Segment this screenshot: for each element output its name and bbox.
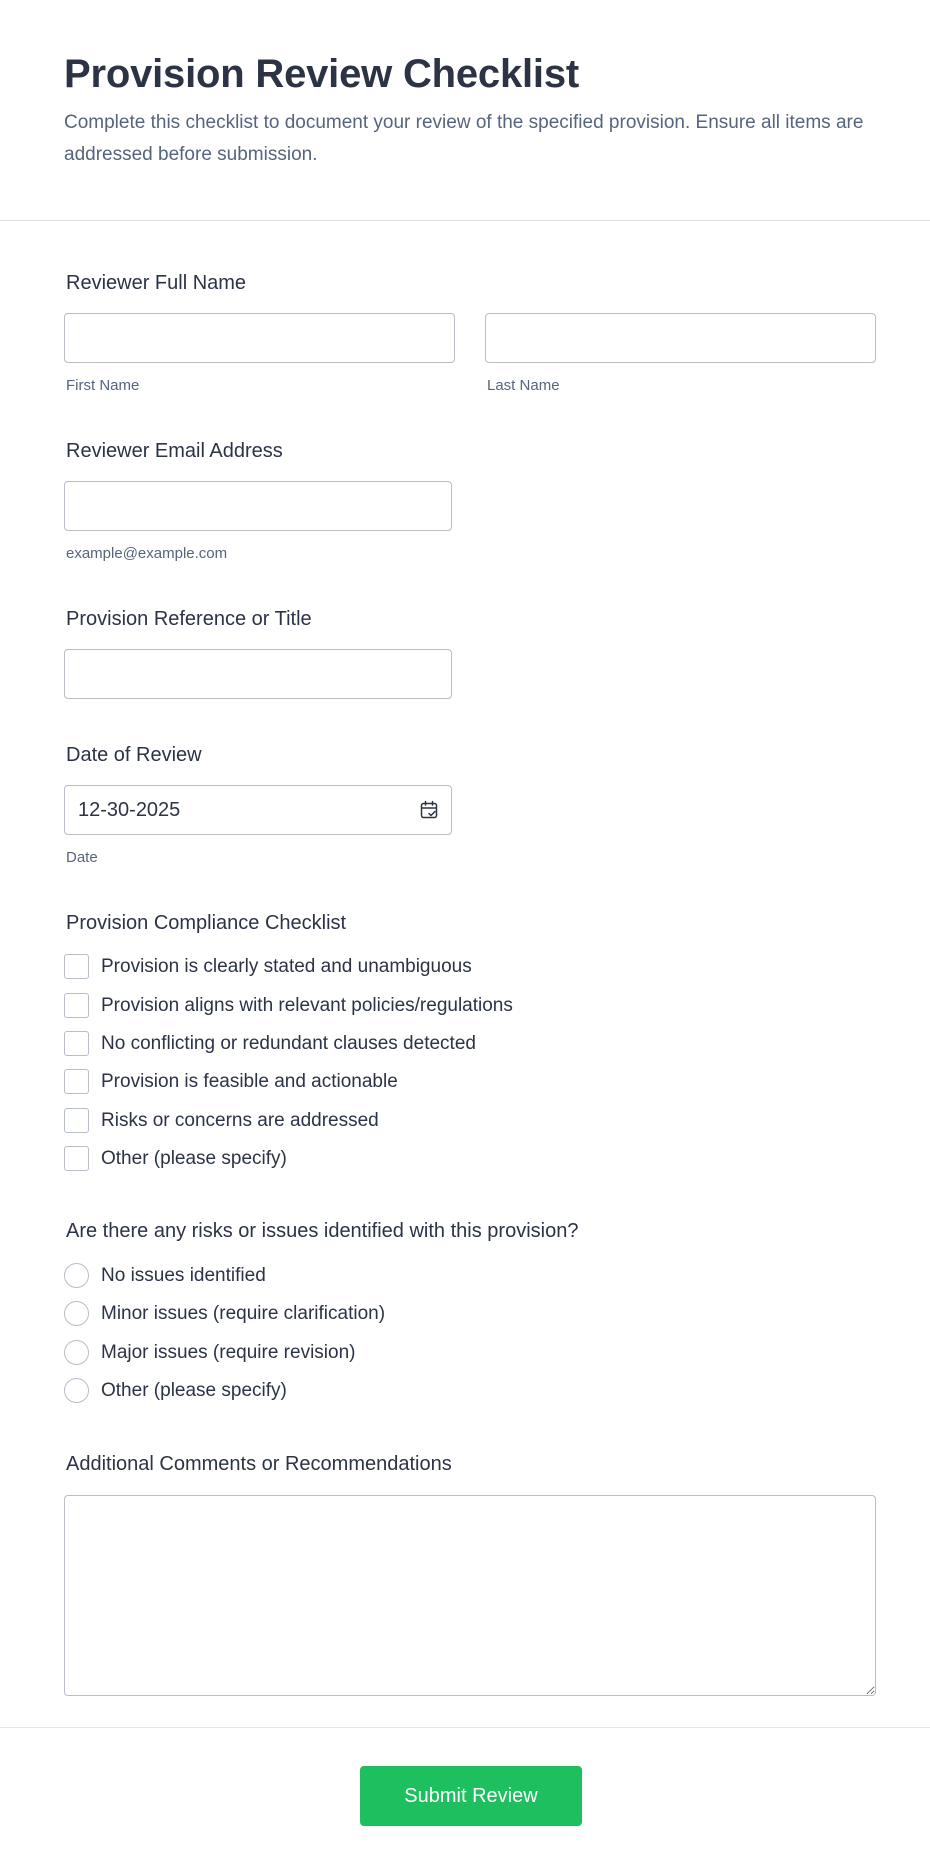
checkbox[interactable] bbox=[64, 1069, 89, 1094]
radio-label[interactable]: Other (please specify) bbox=[101, 1380, 287, 1401]
risks-label: Are there any risks or issues identified with this provision? bbox=[66, 1220, 579, 1242]
email-hint: example@example.com bbox=[66, 545, 228, 562]
page-description: Complete this checklist to document your review of the specified provision. Ensure all items are addressed before submission. bbox=[64, 112, 864, 165]
page-title: Provision Review Checklist bbox=[64, 52, 579, 96]
radio-label[interactable]: No issues identified bbox=[101, 1265, 266, 1286]
radio-button[interactable] bbox=[64, 1378, 89, 1403]
last-name-input[interactable] bbox=[485, 313, 876, 363]
calendar-icon[interactable] bbox=[419, 800, 439, 820]
name-label: Reviewer Full Name bbox=[66, 272, 247, 294]
date-field[interactable] bbox=[64, 785, 452, 835]
first-name-input[interactable] bbox=[64, 313, 455, 363]
checkbox-label[interactable]: Provision is clearly stated and unambiguous bbox=[101, 956, 472, 977]
checkbox-label[interactable]: Other (please specify) bbox=[101, 1148, 287, 1169]
checkbox-label[interactable]: Provision is feasible and actionable bbox=[101, 1071, 398, 1092]
radio-button[interactable] bbox=[64, 1263, 89, 1288]
checkbox-label[interactable]: Risks or concerns are addressed bbox=[101, 1110, 379, 1131]
radio-button[interactable] bbox=[64, 1301, 89, 1326]
checkbox[interactable] bbox=[64, 1108, 89, 1133]
radio-button[interactable] bbox=[64, 1340, 89, 1365]
submit-button[interactable]: Submit Review bbox=[360, 1766, 582, 1826]
radio-label[interactable]: Major issues (require revision) bbox=[101, 1342, 356, 1363]
comments-label: Additional Comments or Recommendations bbox=[66, 1453, 452, 1475]
checkbox-label[interactable]: Provision aligns with relevant policies/regulations bbox=[101, 995, 513, 1016]
provision-label: Provision Reference or Title bbox=[66, 608, 312, 630]
form-header bbox=[0, 0, 930, 221]
date-hint: Date bbox=[66, 849, 98, 866]
checkbox[interactable] bbox=[64, 1146, 89, 1171]
date-label: Date of Review bbox=[66, 744, 202, 766]
checkbox[interactable] bbox=[64, 993, 89, 1018]
email-input[interactable] bbox=[64, 481, 452, 531]
checkbox[interactable] bbox=[64, 1031, 89, 1056]
checkbox-label[interactable]: No conflicting or redundant clauses detected bbox=[101, 1033, 476, 1054]
comments-textarea[interactable] bbox=[64, 1495, 876, 1696]
radio-label[interactable]: Minor issues (require clarification) bbox=[101, 1303, 386, 1324]
provision-input[interactable] bbox=[64, 649, 452, 699]
date-input[interactable] bbox=[65, 786, 395, 834]
email-label: Reviewer Email Address bbox=[66, 440, 283, 462]
first-name-sublabel: First Name bbox=[66, 377, 140, 394]
last-name-sublabel: Last Name bbox=[487, 377, 560, 394]
checkbox[interactable] bbox=[64, 954, 89, 979]
checklist-label: Provision Compliance Checklist bbox=[66, 912, 347, 934]
